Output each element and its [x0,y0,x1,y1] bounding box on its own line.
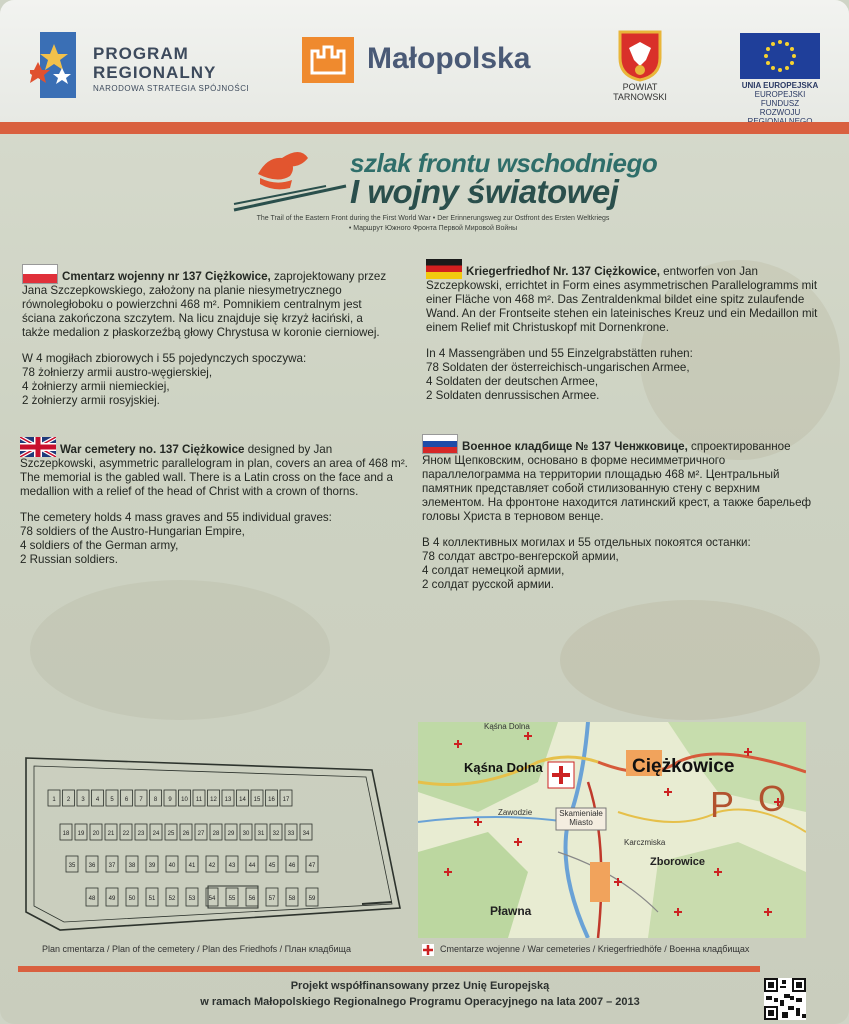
ru-graves-intro: В 4 коллективных могилах и 55 отдельных покоятся останки: [422,536,751,549]
powiat-tarnowski-crest [615,30,665,82]
grave-number: 35 [68,863,76,869]
trail-title-line1: szlak frontu wschodniego [350,148,658,178]
war-cemetery-icon [422,944,434,956]
grave-number: 37 [108,863,116,869]
grave-number: 18 [62,831,70,837]
qr-code-icon[interactable] [764,978,806,1020]
grave-number: 46 [288,863,296,869]
grave-number: 20 [92,831,100,837]
grave-number: 21 [107,831,115,837]
grave-number: 27 [197,831,205,837]
grave-number: 49 [108,896,116,902]
grave-number: 59 [308,896,316,902]
flag-poland-icon [22,264,58,284]
grave-number: 7 [139,797,143,803]
text-block-pl [22,264,390,408]
footer [100,978,740,1010]
grave-number: 17 [282,797,290,803]
program-regionalny-text [93,44,249,93]
flag-russia-icon [422,434,458,454]
map-caption: Cmentarze wojenne / War cemeteries / Kriegerfriedhöfe / Военна кладбищах [440,944,750,954]
grave-number: 12 [210,797,217,803]
program-line2: REGIONALNY [93,63,217,82]
grave-number: 43 [228,863,236,869]
ru-graves [422,536,816,592]
en-heading: War cemetery no. 137 Ciężkowice [60,443,245,456]
ru-body: спроектированное Яном Щепковским, основано в форме несимметричного параллелограмма на территории площадью 468 м². Центральный памятник представляет собой стилизованную стену с верхним элементом. На фронтоне находится латинский крест, а также барельеф головы Христа в терновом венце. [422,440,812,523]
grave-number: 58 [288,896,296,902]
map-letter-o: O [758,778,787,819]
grave-number: 26 [182,831,190,837]
grave-number: 31 [257,831,265,837]
en-graves-1: 78 soldiers of the Austro-Hungarian Empire, [20,525,245,538]
grave-number: 10 [181,797,188,803]
ue-line2: EUROPEJSKI FUNDUSZ [754,90,806,108]
cemetery-plan [20,752,404,938]
pl-graves [22,352,390,408]
program-regionalny-logo [30,32,78,98]
map-town-zawodzie: Zawodzie [498,808,533,817]
grave-number: 38 [128,863,136,869]
de-graves-1: 78 Soldaten der österreichisch-ungarischen Armee, [426,361,690,374]
pl-body: zaprojektowany przez Jana Szczepkowskiego, założony na planie niesymetrycznego równoległoboku o powierzchni 468 m². Pomnikiem centralnym jest ściana zakończona szczytem. Na licu znajduje się krzyż łaciński, a także medalion z płaskorzeźbą głowy Chrystusa w koronie cierniowej. [22,270,387,339]
text-block-de [426,259,820,403]
pl-graves-1: 78 żołnierzy armii austro-węgierskiej, [22,366,213,379]
ru-description [422,434,816,524]
de-graves-2: 4 Soldaten der deutschen Armee, [426,375,599,388]
ru-graves-3: 2 солдат русской армии. [422,578,555,591]
location-map [418,722,806,938]
de-heading: Kriegerfriedhof Nr. 137 Ciężkowice, [466,265,660,278]
grave-number: 14 [239,797,246,803]
map-letter-p: P [710,784,735,825]
grave-number: 29 [227,831,235,837]
footer-line1: Projekt współfinansowany przez Unię Europejską [290,980,550,992]
cemetery-gate [362,902,392,904]
trail-logo-icon [230,150,350,214]
grave-number: 56 [248,896,256,902]
grave-number: 4 [95,797,100,803]
de-body: entworfen von Jan Szczepkowski, errichtet in Form eines asymmetrischen Parallelogramms mit einer Fläche von 468 m². Das Zentraldenkmal bildet eine spitz zulaufende Wand. An der Frontseite stehen ein lateinisches Kreuz und ein Medaillon mit einem Relief mit Christuskopf mit Dornenkrone. [426,265,818,334]
plan-caption: Plan cmentarza / Plan of the cemetery / Plan des Friedhofs / План кладбища [42,944,351,954]
footer-line2: w ramach Małopolskiego Regionalnego Programu Operacyjnego na lata 2007 – 2013 [200,996,640,1008]
pl-graves-intro: W 4 mogiłach zbiorowych i 55 pojedynczych spoczywa: [22,352,307,365]
de-graves-3: 2 Soldaten denrussischen Armee. [426,389,600,402]
grave-number: 8 [153,797,158,803]
powiat-text: POWIAT TARNOWSKI [613,82,667,102]
pl-description [22,264,390,340]
grave-number: 6 [124,797,129,803]
grave-number: 1 [52,797,56,803]
pl-graves-3: 2 żołnierzy armii rosyjskiej. [22,394,160,407]
grave-number: 55 [228,896,236,902]
program-line3: NARODOWA STRATEGIA SPÓJNOŚCI [93,84,250,93]
map-town-kasna-small: Kąśna Dolna [484,722,530,731]
en-body: designed by Jan Szczepkowski, asymmetric parallelogram in plan, covers an area of 468 m². The memorial is the gabled wall. There is a Latin cross on the face and a medallion with a relief of the head of Christ with a crown of thorns. [20,443,408,498]
malopolska-text: Małopolska [367,42,531,75]
ue-line3: ROZWOJU [759,108,801,117]
grave-number: 42 [208,863,216,869]
grave-number: 25 [167,831,175,837]
en-graves-intro: The cemetery holds 4 mass graves and 55 individual graves: [20,511,332,524]
grave-number: 57 [268,896,276,902]
grave-number: 24 [152,831,160,837]
eu-text [736,81,824,126]
flag-germany-icon [426,259,462,279]
grave-number: 53 [188,896,196,902]
ru-graves-1: 78 солдат австро-венгерской армии, [422,550,619,563]
eu-flag [740,33,820,79]
grave-number: 33 [287,831,295,837]
grave-number: 48 [88,896,96,902]
de-graves-intro: In 4 Massengräben und 55 Einzelgrabstätten ruhen: [426,347,693,360]
de-graves [426,347,820,403]
map-town-skamieniale: Skamieniałe Miasto [559,809,603,827]
en-graves-2: 4 soldiers of the German army, [20,539,179,552]
grave-number: 40 [168,863,176,869]
map-graphic [418,722,806,938]
pl-heading: Cmentarz wojenny nr 137 Ciężkowice, [62,270,271,283]
grave-number: 19 [77,831,85,837]
ue-line1: UNIA EUROPEJSKA [741,81,819,90]
grave-number: 13 [224,797,232,803]
grave-number: 23 [137,831,145,837]
grave-number: 51 [148,896,156,902]
en-description [20,437,408,499]
grave-number: 5 [110,797,114,803]
pl-graves-2: 4 żołnierzy armii niemieckiej, [22,380,170,393]
grave-number: 52 [168,896,176,902]
map-town-plawna: Pławna [490,904,532,918]
grave-number: 47 [308,863,316,869]
map-town-kasna: Kąśna Dolna [464,760,543,775]
grave-number: 50 [128,896,136,902]
en-graves [20,511,408,567]
program-line1: PROGRAM [93,44,189,63]
grave-number: 16 [268,797,275,803]
grave-number: 15 [253,797,261,803]
grave-number: 44 [248,863,256,869]
trail-subtitle-line1: The Trail of the Eastern Front during the First World War • Der Erinnerungsweg zur Ostfront des Ersten Weltkriegs [256,215,610,222]
map-town-main: Ciężkowice [632,756,735,777]
grave-number: 36 [88,863,96,869]
map-town-zborowice: Zborowice [650,856,706,868]
logo-header [0,0,849,122]
ru-heading: Военное кладбище № 137 Ченжковице, [462,440,688,453]
trail-title-line2: I wojny światowej [350,173,619,210]
text-block-en [20,437,408,567]
malopolska-logo [302,37,354,83]
grave-number: 3 [81,797,85,803]
trail-subtitle [233,214,633,234]
map-town-karczmiska: Karczmiska [624,838,666,847]
grave-number: 22 [122,831,130,837]
grave-number: 34 [302,831,310,837]
grave-number: 39 [148,863,156,869]
grave-number: 41 [188,863,196,869]
grave-number: 32 [272,831,280,837]
de-description [426,259,820,335]
grave-number: 45 [268,863,276,869]
flag-uk-icon [20,437,56,457]
en-graves-3: 2 Russian soldiers. [20,553,118,566]
text-block-ru [422,434,816,592]
trail-subtitle-line2: • Маршрут Южного Фронта Первой Мировой Войны [348,225,518,232]
ru-graves-2: 4 солдат немецкой армии, [422,564,565,577]
grave-number: 28 [212,831,220,837]
grave-number: 30 [242,831,250,837]
footer-divider [18,966,760,972]
grave-number: 2 [66,797,71,803]
header-divider [0,122,849,134]
grave-number: 54 [208,896,216,902]
grave-number: 9 [168,797,172,803]
grave-number: 11 [195,797,203,803]
